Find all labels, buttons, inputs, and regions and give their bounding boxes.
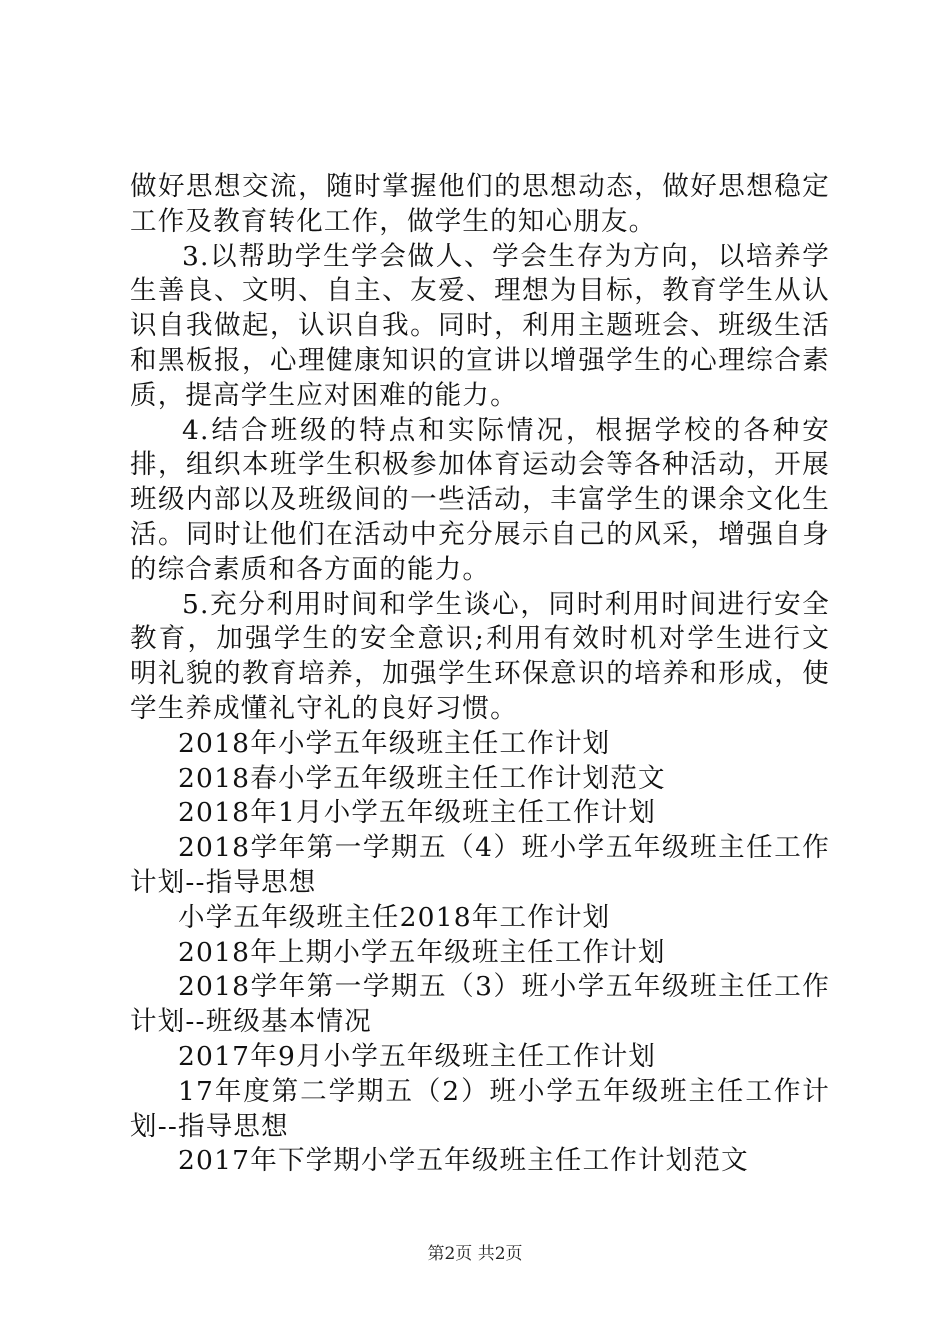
related-article-link[interactable]: 2018年1月小学五年级班主任工作计划 — [178, 797, 657, 829]
related-article-link[interactable]: 2017年下学期小学五年级班主任工作计划范文 — [178, 1145, 749, 1177]
related-article-link[interactable]: 2018年小学五年级班主任工作计划 — [178, 727, 611, 759]
paragraph-item-5: 5.充分利用时间和学生谈心，同时利用时间进行安全教育，加强学生的安全意识;利用有效时机对学生进行文明礼貌的教育培养，加强学生环保意识的培养和形成，使学生养成懂礼守礼的良好习惯。 — [130, 588, 830, 724]
paragraph-item-4: 4.结合班级的特点和实际情况，根据学校的各种安排，组织本班学生积极参加体育运动会等各种活动，开展班级内部以及班级间的一些活动，丰富学生的课余文化生活。同时让他们在活动中充分展示自己的风采，增强自身的综合素质和各方面的能力。 — [130, 414, 830, 585]
related-article-link[interactable]: 2018学年第一学期五（4）班小学五年级班主任工作计划--指导思想 — [130, 832, 830, 898]
page-number-footer: 第2页 共2页 — [427, 1244, 523, 1264]
related-articles-list — [130, 727, 830, 1179]
related-article-link[interactable]: 2018春小学五年级班主任工作计划范文 — [178, 762, 666, 794]
paragraph-item-3: 3.以帮助学生学会做人、学会生存为方向，以培养学生善良、文明、自主、友爱、理想为目标，教育学生从认识自我做起，认识自我。同时，利用主题班会、班级生活和黑板报，心理健康知识的宣讲以增强学生的心理综合素质，提高学生应对困难的能力。 — [130, 240, 830, 411]
related-article-link[interactable]: 2018学年第一学期五（3）班小学五年级班主任工作计划--班级基本情况 — [130, 971, 830, 1038]
related-article-link[interactable]: 2018年上期小学五年级班主任工作计划 — [178, 936, 666, 968]
related-article-link[interactable]: 17年度第二学期五（2）班小学五年级班主任工作计划--指导思想 — [130, 1075, 830, 1142]
document-body — [130, 170, 830, 1179]
related-article-link[interactable]: 2017年9月小学五年级班主任工作计划 — [178, 1040, 657, 1072]
paragraph-continued: 做好思想交流，随时掌握他们的思想动态，做好思想稳定工作及教育转化工作，做学生的知心朋友。 — [130, 171, 830, 237]
related-article-link[interactable]: 小学五年级班主任2018年工作计划 — [178, 901, 611, 933]
